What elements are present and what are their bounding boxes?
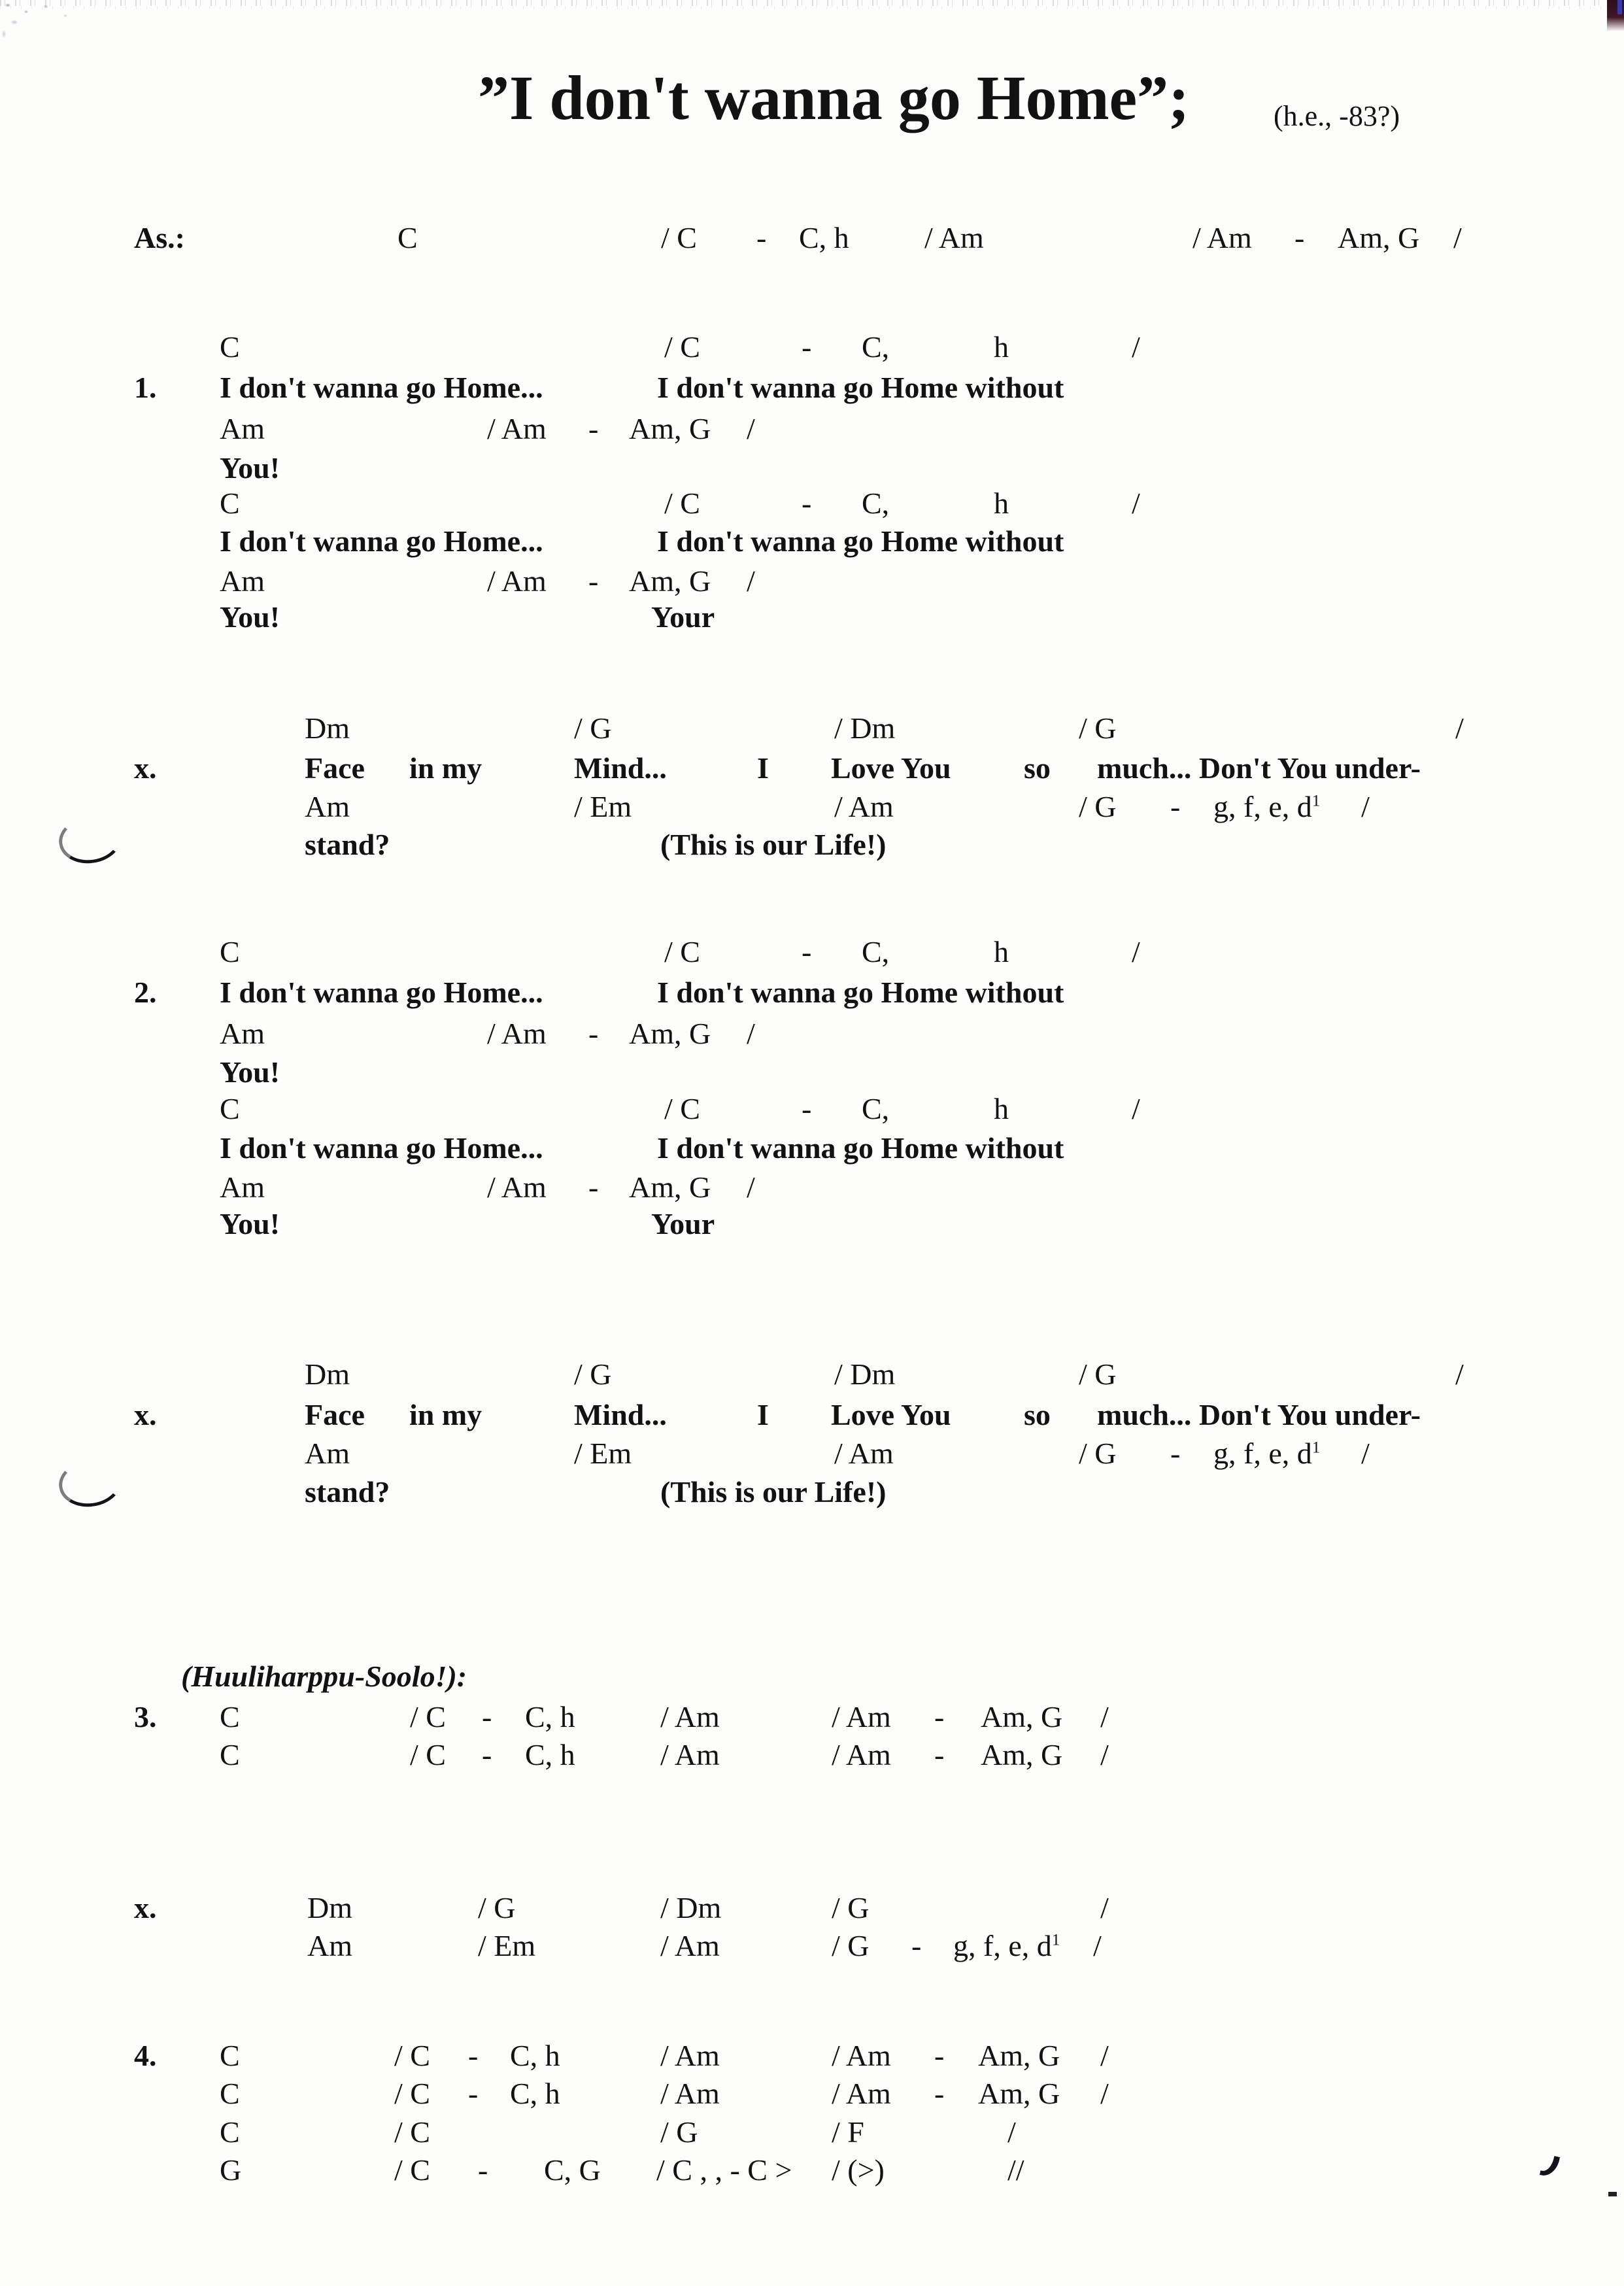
chord-segment: Am, G	[629, 564, 711, 598]
title-note: (h.e., -83?)	[1274, 100, 1400, 132]
chord-segment: -	[468, 2039, 479, 2072]
chord-line	[0, 1356, 1624, 1393]
chord-segment: C,	[862, 330, 890, 364]
chord-segment: / C	[664, 1092, 700, 1125]
lyric-segment: so	[1024, 751, 1051, 785]
chord-segment: Dm	[307, 1891, 352, 1924]
chord-segment: -	[482, 1700, 492, 1733]
chord-segment: /	[1100, 1700, 1109, 1733]
chord-segment: /	[747, 1017, 755, 1050]
chord-segment: /	[1100, 2039, 1109, 2072]
lyric-segment: I don't wanna go Home without	[657, 976, 1064, 1009]
chord-segment: / Am	[487, 564, 547, 598]
chord-segment: / C	[410, 1738, 446, 1771]
chord-segment: Dm	[305, 1357, 350, 1391]
chord-segment: / Am	[660, 1738, 720, 1771]
chord-segment: Am, G	[978, 2077, 1060, 2110]
chord-segment: / C	[661, 221, 697, 254]
chord-segment: Am, G	[981, 1738, 1063, 1771]
chord-line	[0, 1091, 1624, 1127]
chord-segment: C	[220, 2077, 240, 2110]
repeat-mark: x.	[134, 1891, 157, 1924]
lyric-line	[0, 1397, 1624, 1433]
chord-line	[0, 2114, 1624, 2151]
lyric-segment: so	[1024, 1398, 1051, 1431]
chord-line	[0, 1928, 1624, 1964]
chord-segment: Am	[305, 790, 350, 823]
lyric-segment: much... Don't You under-	[1097, 751, 1421, 785]
lyric-line	[0, 1054, 1624, 1091]
chord-segment: / C	[664, 330, 700, 364]
chord-segment: g, f, e, $d^1$	[1213, 790, 1321, 823]
lyric-segment: stand?	[305, 828, 390, 861]
chord-segment: / G	[574, 711, 612, 745]
chord-segment: / G	[1079, 711, 1117, 745]
chord-segment: C	[220, 486, 240, 520]
chord-segment: G	[220, 2153, 242, 2187]
chord-segment: -	[934, 2039, 945, 2072]
chord-segment: C, G	[544, 2153, 601, 2187]
chord-segment: / G	[574, 1357, 612, 1391]
chord-segment: C,	[862, 1092, 890, 1125]
chord-line	[0, 329, 1624, 366]
chord-segment: /	[1132, 935, 1140, 968]
lyric-line	[0, 1130, 1624, 1167]
chord-line	[0, 789, 1624, 825]
chord-segment: / Am	[832, 1738, 891, 1771]
chord-segment: h	[994, 935, 1009, 968]
chord-segment: -	[934, 2077, 945, 2110]
lyric-segment: stand?	[305, 1475, 390, 1509]
chord-segment: /	[1361, 1437, 1370, 1470]
chord-segment: Am, G	[629, 1170, 711, 1204]
chord-segment: -	[1170, 790, 1181, 823]
chord-segment: / G	[832, 1929, 870, 1962]
chord-segment: / G	[1079, 1437, 1117, 1470]
chord-line	[0, 1737, 1624, 1773]
lyric-segment: much... Don't You under-	[1097, 1398, 1421, 1431]
lyric-segment: (This is our Life!)	[660, 828, 887, 861]
chord-segment: / Am	[660, 2039, 720, 2072]
chord-segment: /	[1132, 486, 1140, 520]
lyric-line	[0, 1474, 1624, 1510]
chord-segment: / Am	[924, 221, 984, 254]
chord-segment: C, h	[510, 2077, 560, 2110]
chord-segment: / Am	[487, 412, 547, 445]
chord-segment: Am	[305, 1437, 350, 1470]
chord-segment: h	[994, 486, 1009, 520]
chord-segment: / G	[478, 1891, 516, 1924]
chord-segment: C	[220, 2039, 240, 2072]
chord-segment: C	[220, 2115, 240, 2149]
lyric-line	[0, 599, 1624, 636]
lyric-segment: Your	[651, 1207, 715, 1240]
lyric-segment: I don't wanna go Home without	[657, 1131, 1064, 1165]
lyric-line	[0, 750, 1624, 787]
chord-segment: C, h	[525, 1738, 575, 1771]
intro-label: As.:	[134, 221, 185, 254]
scan-noise-top-left	[0, 0, 111, 46]
lyric-segment: You!	[220, 600, 280, 634]
section-number: 1.	[134, 371, 157, 404]
chord-segment: / Am	[832, 2077, 891, 2110]
chord-segment: Am	[220, 1170, 265, 1204]
chord-segment: / Am	[660, 1700, 720, 1733]
lyric-segment: You!	[220, 451, 280, 485]
scan-noise-top-strip	[0, 0, 1624, 6]
lyric-line	[0, 523, 1624, 560]
chord-segment: / G	[660, 2115, 698, 2149]
chord-segment: /	[1093, 1929, 1102, 1962]
solo-heading: (Huuliharppu-Soolo!):	[181, 1660, 467, 1693]
lyric-segment: in my	[409, 751, 482, 785]
chord-segment: / G	[832, 1891, 870, 1924]
chord-segment: Am	[220, 412, 265, 445]
chord-segment: / Am	[834, 790, 894, 823]
chord-line	[0, 220, 1624, 256]
chord-segment: Am	[220, 564, 265, 598]
lyric-line	[0, 974, 1624, 1011]
section-number: 3.	[134, 1700, 157, 1733]
chord-line	[0, 1435, 1624, 1472]
chord-line	[0, 563, 1624, 600]
scan-noise-top-strip-2	[0, 6, 1624, 9]
lyric-line	[0, 1658, 1624, 1695]
lyric-segment: Love You	[831, 1398, 951, 1431]
chord-segment: -	[588, 564, 599, 598]
lyric-line	[0, 1206, 1624, 1242]
chord-segment: /	[747, 1170, 755, 1204]
lyric-segment: I don't wanna go Home...	[220, 976, 543, 1009]
chord-segment: -	[802, 1092, 812, 1125]
chord-segment: -	[468, 2077, 479, 2110]
chord-line	[0, 934, 1624, 970]
chord-segment: -	[588, 1170, 599, 1204]
chord-segment: g, f, e, $d^1$	[1213, 1437, 1321, 1470]
lyric-segment: You!	[220, 1055, 280, 1089]
chord-segment: / Am	[487, 1017, 547, 1050]
chord-segment: / Am	[832, 2039, 891, 2072]
chord-segment: / Dm	[660, 1891, 722, 1924]
chord-segment: C	[220, 1092, 240, 1125]
chord-segment: / G	[1079, 1357, 1117, 1391]
chord-segment: -	[756, 221, 767, 254]
chord-segment: -	[482, 1738, 492, 1771]
lyric-segment: Face	[305, 751, 365, 785]
chord-segment: C	[220, 330, 240, 364]
chord-segment: / C	[394, 2115, 430, 2149]
chord-segment: /	[1132, 330, 1140, 364]
chord-segment: /	[1132, 1092, 1140, 1125]
chord-line	[0, 411, 1624, 447]
section-number: 2.	[134, 976, 157, 1009]
chord-segment: -	[588, 1017, 599, 1050]
chord-line	[0, 1699, 1624, 1735]
lyric-segment: You!	[220, 1207, 280, 1240]
chord-segment: / C	[410, 1700, 446, 1733]
chord-segment: h	[994, 330, 1009, 364]
lyric-line	[0, 827, 1624, 863]
scan-speck-right-edge	[1608, 2192, 1617, 2196]
lyric-segment: Mind...	[574, 751, 667, 785]
chord-line	[0, 2152, 1624, 2189]
chord-segment: / (>)	[832, 2153, 885, 2187]
page-title: ”I don't wanna go Home”;	[478, 63, 1190, 133]
chord-segment: C,	[862, 935, 890, 968]
chord-segment: -	[911, 1929, 922, 1962]
chord-line	[0, 2038, 1624, 2074]
chord-segment: / C	[394, 2077, 430, 2110]
chord-segment: C	[220, 1738, 240, 1771]
chord-segment: Am, G	[981, 1700, 1063, 1733]
chord-segment: /	[1455, 711, 1464, 745]
chord-segment: / F	[832, 2115, 864, 2149]
lyric-segment: I don't wanna go Home...	[220, 371, 543, 404]
chord-segment: Am, G	[978, 2039, 1060, 2072]
chord-segment: -	[934, 1738, 945, 1771]
chord-segment: C, h	[799, 221, 849, 254]
chord-segment: / C	[664, 486, 700, 520]
chord-line	[0, 1169, 1624, 1206]
section-number: 4.	[134, 2039, 157, 2072]
chord-segment: / C	[394, 2039, 430, 2072]
chord-segment: / Am	[832, 1700, 891, 1733]
chord-segment: /	[1455, 1357, 1464, 1391]
chord-segment: -	[1170, 1437, 1181, 1470]
lyric-line	[0, 450, 1624, 486]
lyric-segment: I	[757, 751, 769, 785]
lyric-segment: I don't wanna go Home without	[657, 524, 1064, 558]
chord-segment: C	[220, 1700, 240, 1733]
chord-segment: -	[802, 330, 812, 364]
chord-segment: /	[1100, 2077, 1109, 2110]
chord-segment: / Am	[487, 1170, 547, 1204]
lyric-line	[0, 369, 1624, 406]
chord-segment: /	[1007, 2115, 1016, 2149]
chord-segment: / Dm	[834, 711, 896, 745]
chord-segment: / Am	[660, 2077, 720, 2110]
chord-segment: Am, G	[1338, 221, 1420, 254]
chord-line	[0, 2075, 1624, 2112]
chord-segment: Am	[220, 1017, 265, 1050]
lyric-segment: Face	[305, 1398, 365, 1431]
chord-line	[0, 1890, 1624, 1926]
chord-segment: / Em	[574, 790, 632, 823]
chord-segment: C	[220, 935, 240, 968]
lyric-segment: (This is our Life!)	[660, 1475, 887, 1509]
chord-segment: g, f, e, $d^1$	[953, 1929, 1060, 1962]
chord-segment: / Dm	[834, 1357, 896, 1391]
chord-segment: / G	[1079, 790, 1117, 823]
chord-segment: /	[1361, 790, 1370, 823]
chord-segment: / Em	[478, 1929, 536, 1962]
chord-segment: /	[747, 564, 755, 598]
lyric-segment: I don't wanna go Home...	[220, 524, 543, 558]
chord-segment: Dm	[305, 711, 350, 745]
chord-segment: -	[934, 1700, 945, 1733]
chord-segment: / Em	[574, 1437, 632, 1470]
scan-artifact-top-right-blue	[1617, 0, 1622, 14]
chord-segment: h	[994, 1092, 1009, 1125]
repeat-mark: x.	[134, 1398, 157, 1431]
chord-segment: //	[1007, 2153, 1024, 2187]
lyric-segment: Your	[651, 600, 715, 634]
chord-segment: -	[478, 2153, 488, 2187]
chord-segment: C, h	[510, 2039, 560, 2072]
lyric-segment: I	[757, 1398, 769, 1431]
chord-segment: -	[802, 486, 812, 520]
chord-segment: -	[588, 412, 599, 445]
chord-segment: C	[398, 221, 418, 254]
chord-segment: C, h	[525, 1700, 575, 1733]
chord-segment: / C	[394, 2153, 430, 2187]
chord-segment: -	[1294, 221, 1305, 254]
lyric-segment: Love You	[831, 751, 951, 785]
chord-segment: /	[1453, 221, 1462, 254]
chord-segment: /	[1100, 1738, 1109, 1771]
lyric-segment: I don't wanna go Home without	[657, 371, 1064, 404]
lyric-segment: in my	[409, 1398, 482, 1431]
chord-line	[0, 1015, 1624, 1052]
repeat-mark: x.	[134, 751, 157, 785]
lyric-segment: I don't wanna go Home...	[220, 1131, 543, 1165]
chord-segment: /	[1100, 1891, 1109, 1924]
chord-segment: Am, G	[629, 412, 711, 445]
chord-line	[0, 485, 1624, 522]
chord-segment: Am	[307, 1929, 352, 1962]
lyric-segment: Mind...	[574, 1398, 667, 1431]
chord-segment: / C , , - C >	[656, 2153, 792, 2187]
chord-segment: / Am	[660, 1929, 720, 1962]
chord-segment: -	[802, 935, 812, 968]
chord-segment: / Am	[1193, 221, 1252, 254]
chord-segment: / C	[664, 935, 700, 968]
chord-segment: / Am	[834, 1437, 894, 1470]
chord-line	[0, 710, 1624, 747]
chord-segment: C,	[862, 486, 890, 520]
chord-segment: /	[747, 412, 755, 445]
chord-segment: Am, G	[629, 1017, 711, 1050]
